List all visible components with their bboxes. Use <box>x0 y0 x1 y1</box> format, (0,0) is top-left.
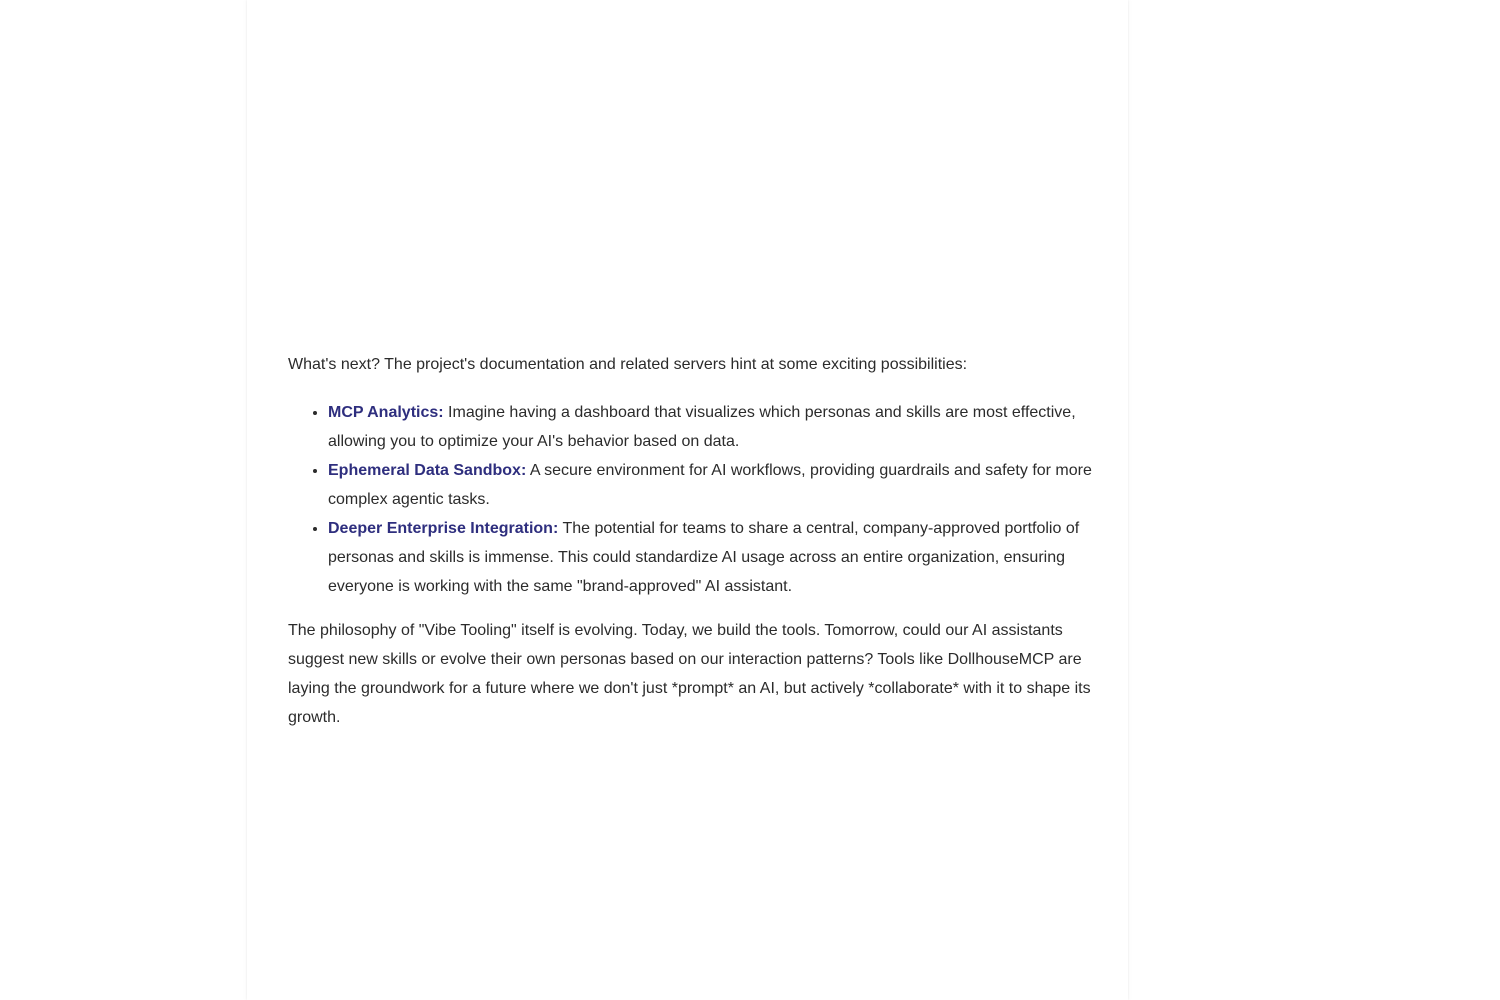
possibilities-list <box>288 398 1093 601</box>
list-item <box>328 514 1093 601</box>
item-text: Imagine having a dashboard that visualizes which personas and skills are most effective, allowing you to optimize your AI's behavior based on data. <box>328 404 1076 450</box>
item-title: Deeper Enterprise Integration: <box>328 520 559 537</box>
list-item <box>328 398 1093 456</box>
article-body <box>288 350 1093 732</box>
intro-paragraph: What's next? The project's documentation and related servers hint at some exciting possibilities: <box>288 356 968 373</box>
item-title: MCP Analytics: <box>328 404 444 421</box>
article-card <box>247 0 1128 1000</box>
item-text: The potential for teams to share a central, company-approved portfolio of personas and skills is immense. This could standardize AI usage across an entire organization, ensuring everyone is working with the same "brand-approved" AI assistant. <box>328 520 1080 595</box>
item-text: A secure environment for AI workflows, providing guardrails and safety for more complex agentic tasks. <box>328 462 1092 508</box>
item-title: Ephemeral Data Sandbox: <box>328 462 527 479</box>
list-item <box>328 456 1093 514</box>
closing-paragraph: The philosophy of "Vibe Tooling" itself is evolving. Today, we build the tools. Tomorrow, could our AI assistants suggest new skills or evolve their own personas based on our interaction patterns? Tools like DollhouseMCP are laying the groundwork for a future where we don't just *prompt* an AI, but actively *collaborate* with it to shape its growth. <box>288 622 1091 726</box>
